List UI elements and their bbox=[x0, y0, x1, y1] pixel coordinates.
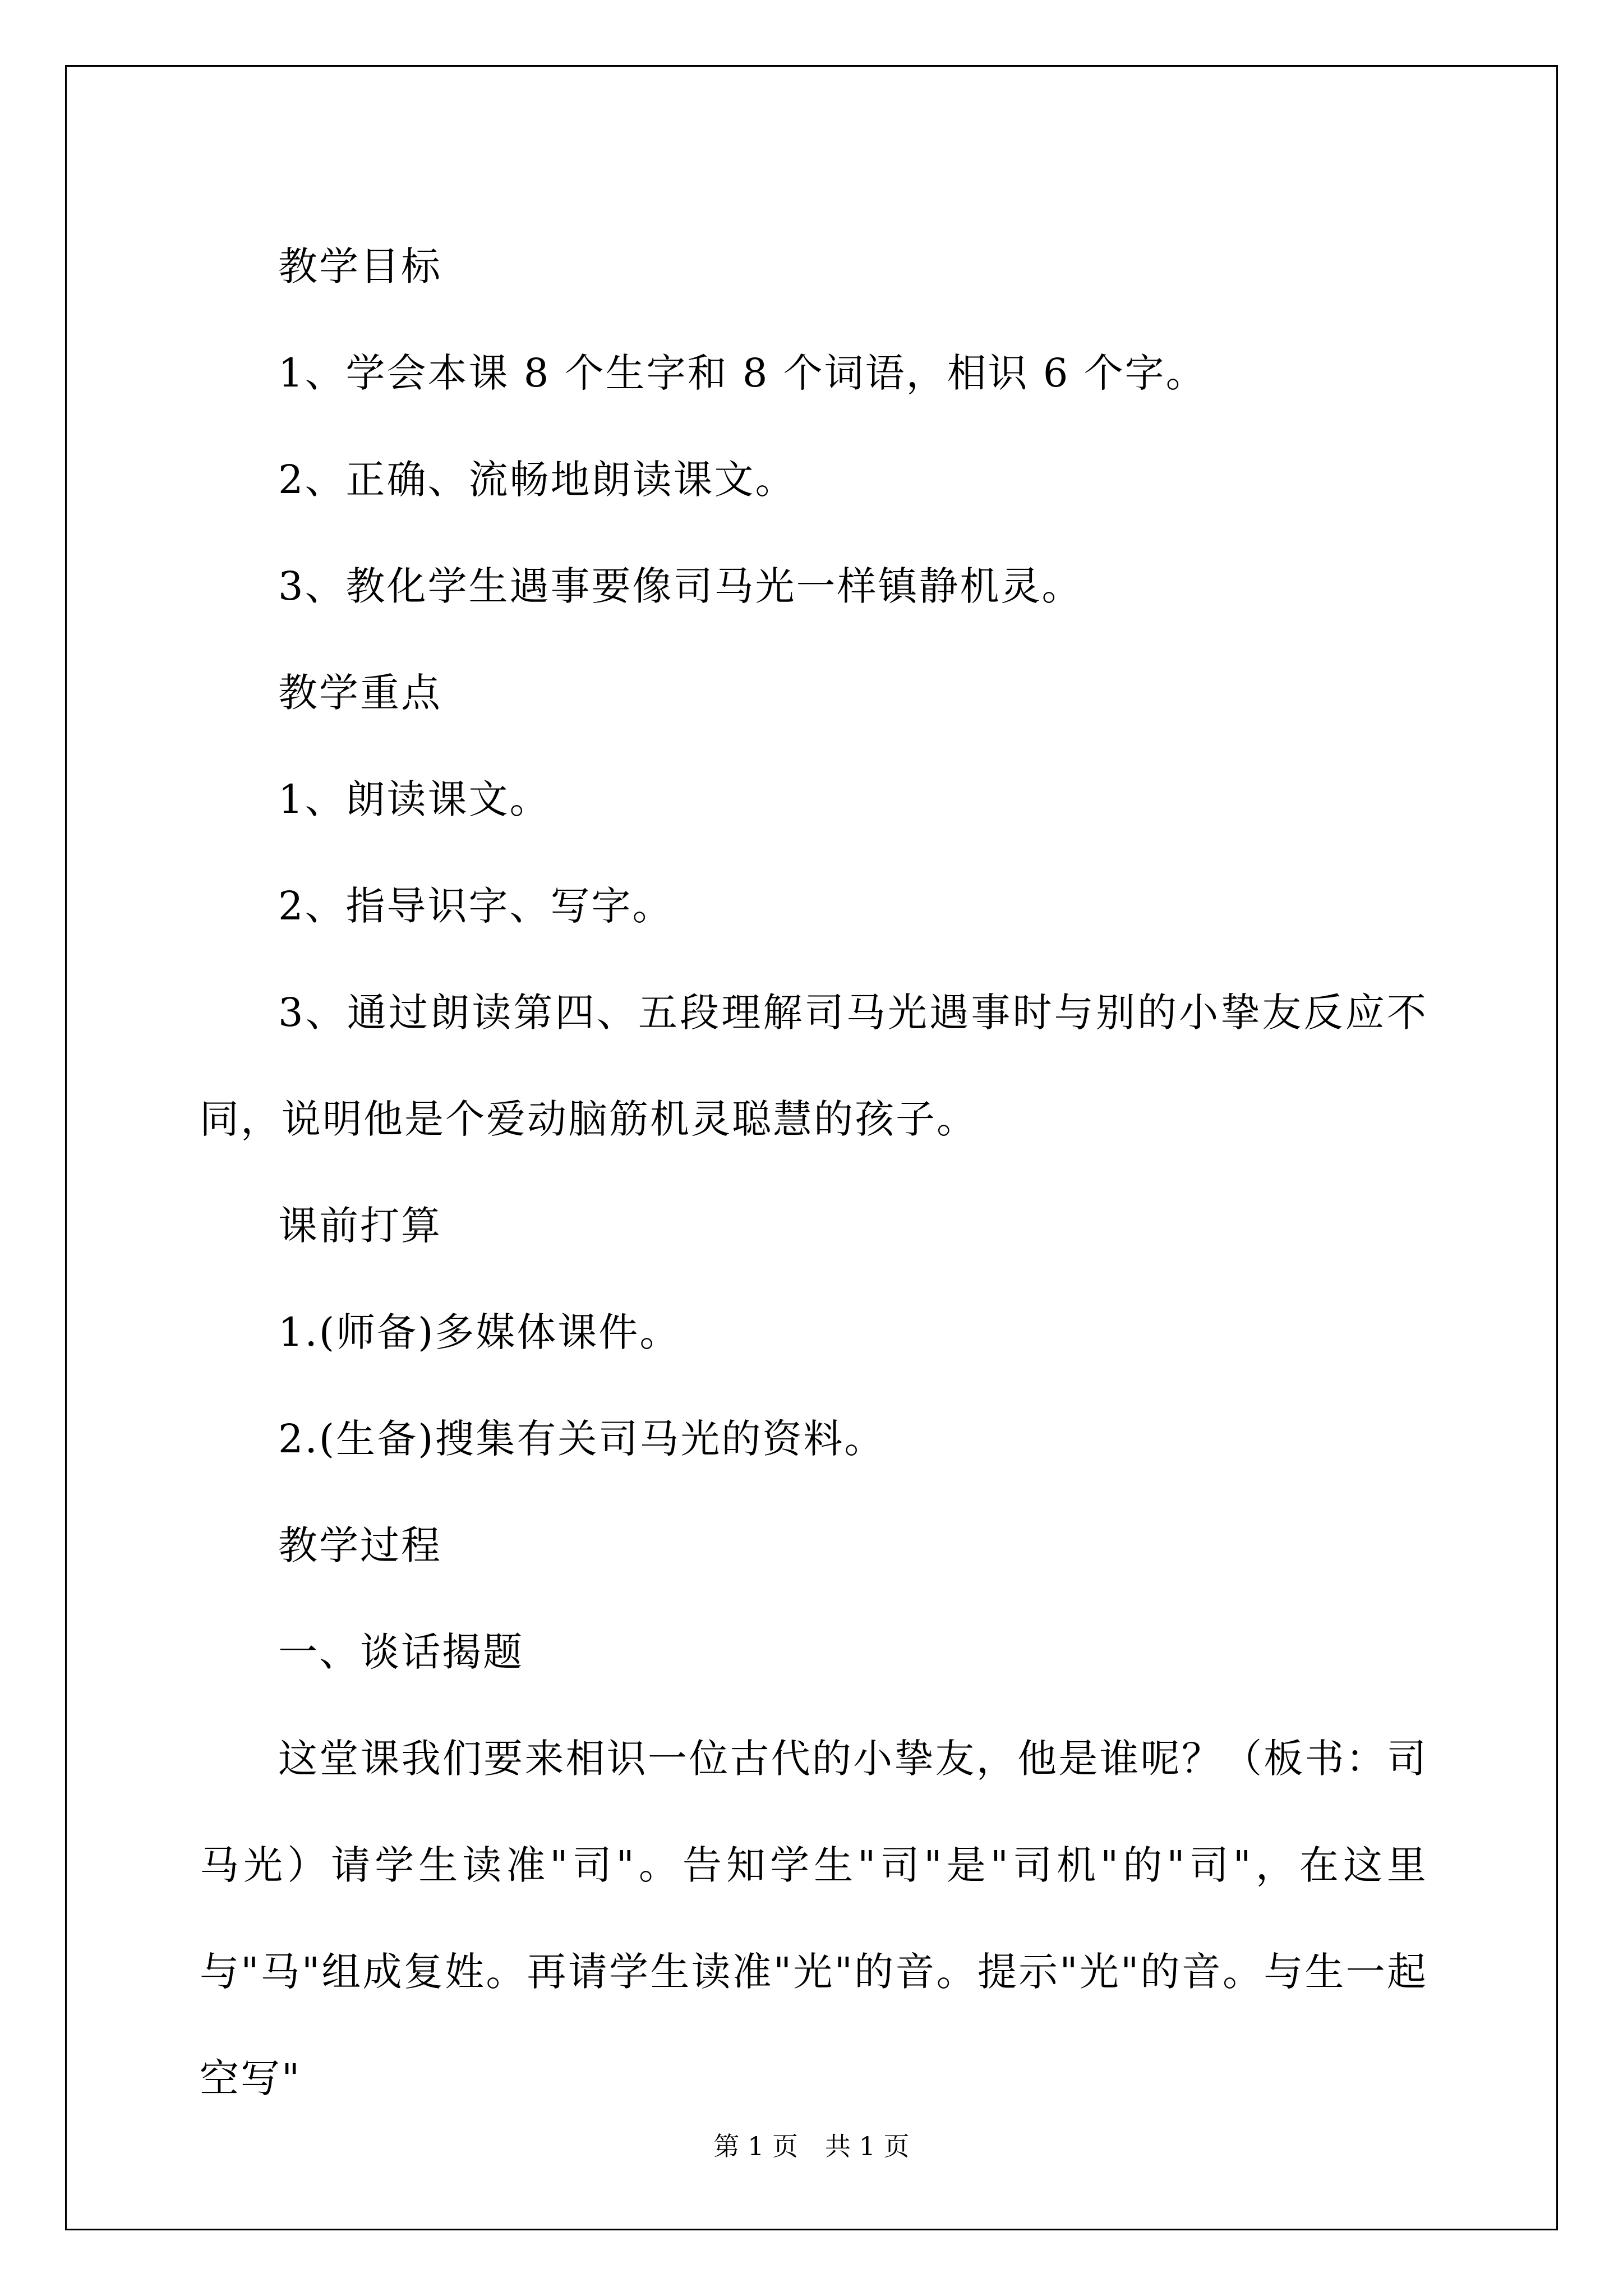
key-point-3: 3、通过朗读第四、五段理解司马光遇事时与别的小挚友反应不同，说明他是个爱动脑筋机灵聪慧的孩子。 bbox=[200, 990, 1428, 1142]
intro-paragraph: 这堂课我们要来相识一位古代的小挚友，他是谁呢？（板书：司马光）请学生读准"司"。告知学生"司"是"司机"的"司"，在这里与"马"组成复姓。再请学生读准"光"的音。提示"光"的音。与生一起空写" bbox=[200, 1736, 1428, 2101]
page-total: 共 1 页 bbox=[825, 2131, 910, 2161]
goal-item-2: 2、正确、流畅地朗读课文。 bbox=[278, 457, 796, 503]
section-heading-intro: 一、谈话揭题 bbox=[278, 1629, 524, 1675]
page-footer bbox=[0, 2126, 1623, 2163]
heading-key-points: 教学重点 bbox=[278, 670, 442, 716]
key-point-2: 2、指导识字、写字。 bbox=[278, 883, 674, 929]
key-point-1: 1、朗读课文。 bbox=[278, 776, 551, 822]
heading-preparation: 课前打算 bbox=[278, 1203, 442, 1249]
goal-item-1: 1、学会本课 8 个生字和 8 个词语，相识 6 个字。 bbox=[278, 350, 1207, 396]
preparation-item-1: 1.(师备)多媒体课件。 bbox=[278, 1309, 681, 1355]
page-number: 第 1 页 bbox=[713, 2131, 798, 2161]
document-body bbox=[200, 213, 1428, 2132]
goal-item-3: 3、教化学生遇事要像司马光一样镇静机灵。 bbox=[278, 563, 1083, 609]
heading-teaching-process: 教学过程 bbox=[278, 1522, 442, 1568]
preparation-item-2: 2.(生备)搜集有关司马光的资料。 bbox=[278, 1416, 886, 1462]
heading-teaching-goals: 教学目标 bbox=[278, 243, 442, 289]
